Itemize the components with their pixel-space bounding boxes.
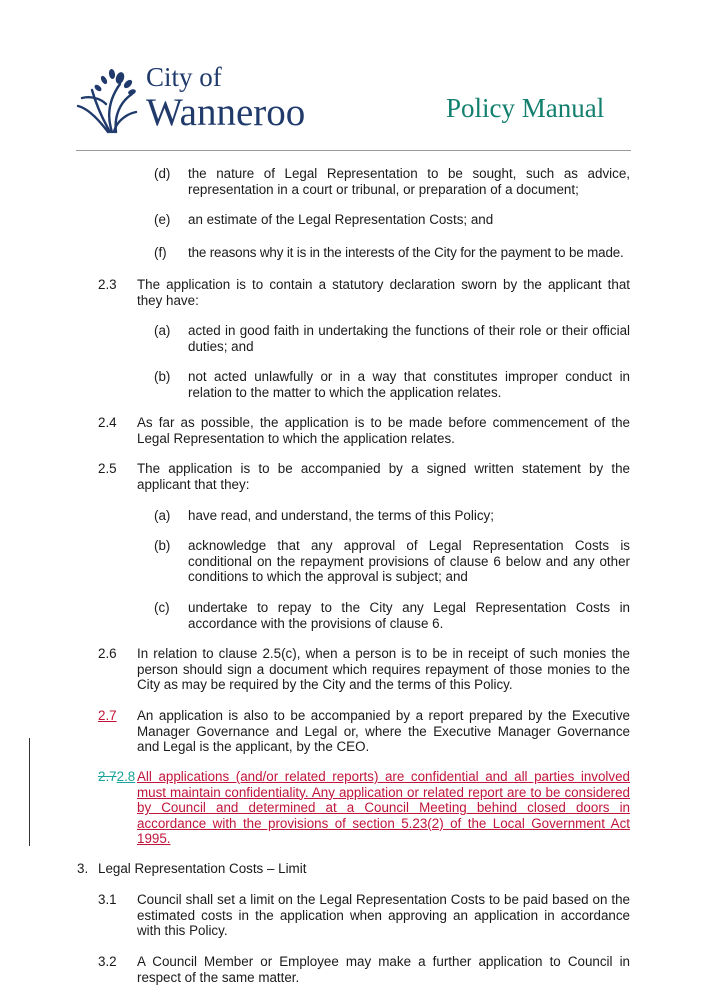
clause-text: The application is to contain a statutory declaration sworn by the applicant that they have: [137, 277, 630, 308]
item-text: the reasons why it is in the interests of the City for the payment to be made. [188, 245, 624, 260]
clause-number: 2.4 [98, 415, 117, 430]
clause-text: An application is also to be accompanied by a report prepared by the Executive Manager Governance and Legal or, where the Executive Manager Governance and Legal is the applicant, by the CEO. [137, 708, 630, 755]
clause-number: 3.2 [98, 954, 117, 969]
item-text: an estimate of the Legal Representation Costs; and [188, 212, 494, 227]
clause-number: 3.1 [98, 892, 117, 907]
item-text: the nature of Legal Representation to be sought, such as advice, representation in a court or tribunal, or preparation of a document; [188, 166, 630, 197]
item-label: (b) [154, 369, 171, 384]
clause-number: 2.5 [98, 461, 117, 476]
clause-text: In relation to clause 2.5(c), when a person is to be in receipt of such monies the person should sign a document which requires repayment of those monies to the City as may be required by the City and the terms of this Policy. [137, 646, 630, 693]
manual-title: Policy Manual [446, 93, 605, 123]
item-text: undertake to repay to the City any Legal Representation Costs in accordance with the provisions of clause 6. [188, 600, 630, 631]
clause-number-revised [98, 769, 135, 784]
clause-text-inserted: All applications (and/or related reports) are confidential and all parties involved must maintain confidentiality. Any application or related report are to be considered by Council and determined at a Council Meeting behind closed doors in accordance with the provisions of section 5.23(2) of the Local Government Act 1995. [137, 769, 630, 847]
clause-text: The application is to be accompanied by a signed written statement by the applicant that they: [137, 461, 630, 492]
item-label: (b) [154, 538, 171, 553]
city-logo [76, 62, 326, 136]
city-logo-mark-icon [76, 64, 138, 134]
item-text: have read, and understand, the terms of this Policy; [188, 508, 494, 523]
clause-number-revised: 2.7 [98, 708, 117, 723]
clause-number: 2.6 [98, 646, 117, 661]
item-label: (a) [154, 508, 171, 523]
header-divider [76, 150, 631, 151]
logo-text-wanneroo: Wanneroo [146, 91, 306, 134]
clause-text: A Council Member or Employee may make a further application to Council in respect of the same matter. [137, 954, 630, 985]
item-text: acknowledge that any approval of Legal Representation Costs is conditional on the repayment provisions of clause 6 below and any other conditions to which the approval is subject; and [188, 538, 630, 585]
item-label: (c) [154, 600, 170, 615]
item-label: (a) [154, 323, 171, 338]
item-label: (d) [154, 166, 171, 181]
revision-change-bar [29, 738, 30, 846]
section-heading: Legal Representation Costs – Limit [98, 861, 307, 876]
logo-text-city-of: City of [146, 62, 222, 92]
clause-number: 2.3 [98, 277, 117, 292]
deleted-number: 2.7 [98, 769, 117, 784]
item-text: acted in good faith in undertaking the functions of their role or their official duties; and [188, 323, 630, 354]
inserted-number: 2.8 [116, 769, 136, 784]
item-label: (f) [154, 245, 167, 260]
clause-text: Council shall set a limit on the Legal Representation Costs to be paid based on the estimated costs in the application when approving an application in accordance with this Policy. [137, 892, 630, 939]
item-text: not acted unlawfully or in a way that constitutes improper conduct in relation to the matter to which the application relates. [188, 369, 630, 400]
item-label: (e) [154, 212, 171, 227]
clause-text: As far as possible, the application is to be made before commencement of the Legal Representation to which the application relates. [137, 415, 630, 446]
section-number: 3. [77, 861, 89, 876]
